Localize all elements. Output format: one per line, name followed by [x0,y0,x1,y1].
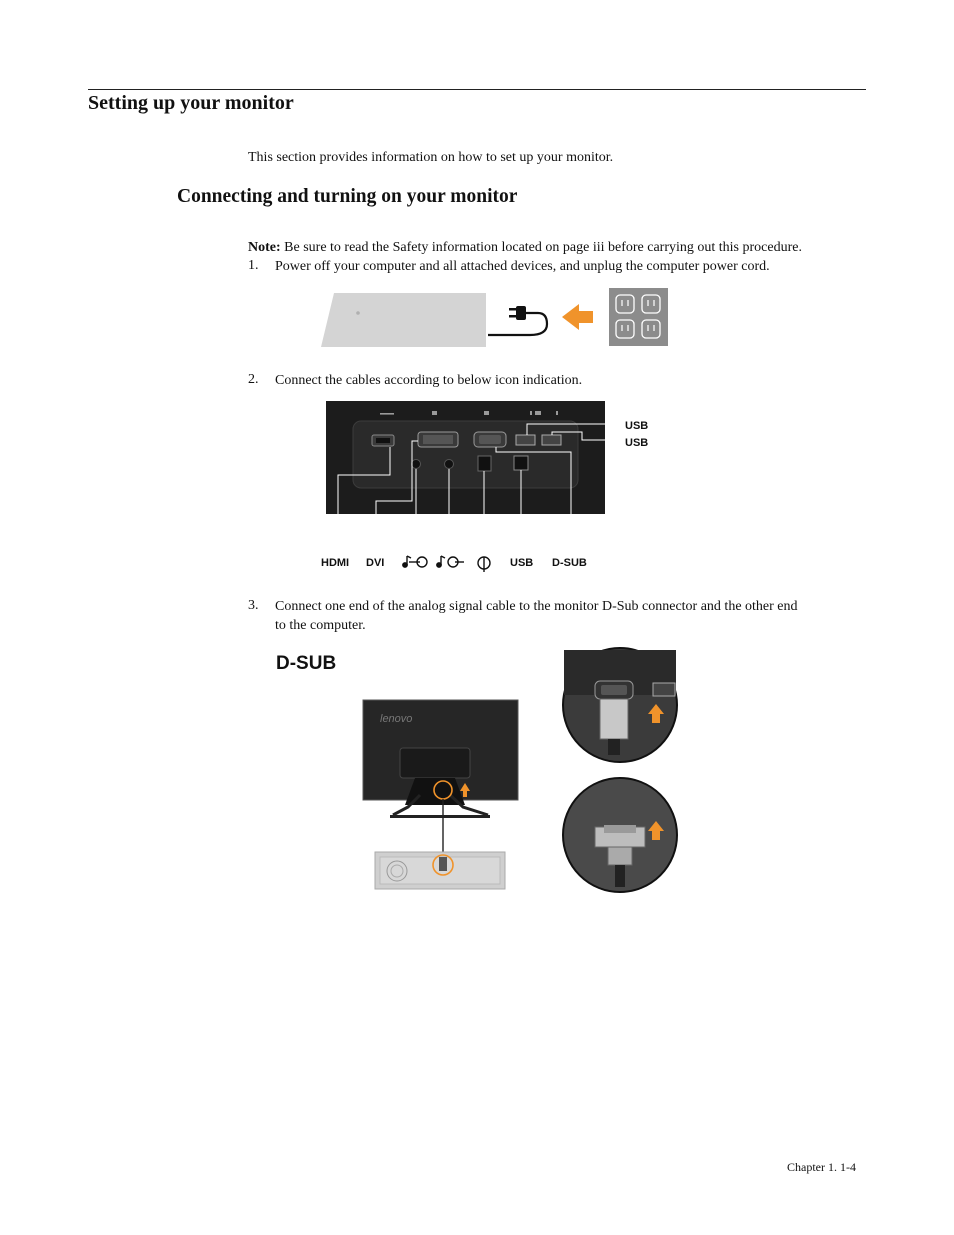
usb-upstream-port [514,456,528,470]
power-jack [478,456,491,471]
step-2-number: 2. [248,372,259,387]
step-3-line-2: to the computer. [275,618,366,633]
usb-label-2: USB [625,437,649,449]
dvi-label: DVI [366,557,385,569]
note-label: Note: [248,240,281,255]
dsub-heading: D-SUB [276,653,337,674]
step-1-text: Power off your computer and all attached devices, and unplug the computer power cord. [275,259,770,274]
computer-illustration [321,293,486,347]
zoom-circle-connector-plugged [563,648,677,762]
usb-bottom-label: USB [510,557,534,569]
header-rule [88,89,866,90]
step-1-number: 1. [248,258,259,273]
intro-text: This section provides information on how to set up your monitor. [248,150,614,165]
zoom-circle-connector-plug [563,778,677,892]
page-footer: Chapter 1. 1-4 [787,1160,856,1174]
vga-port [474,432,506,447]
computer-back-illustration [375,852,505,889]
note-paragraph [248,238,802,257]
audio-out-jack [445,460,454,469]
power-input-icon [478,557,490,572]
step-3-number: 3. [248,598,259,613]
hdmi-port [372,435,394,446]
arrow-left-icon [562,304,593,330]
figure-connector-panel [320,400,660,575]
power-plug-icon [488,306,547,335]
step-3-line-1: Connect one end of the analog signal cable to the monitor D-Sub connector and the other end [275,599,798,614]
step-2-text: Connect the cables according to below icon indication. [275,373,583,388]
usb-label-1: USB [625,420,649,432]
audio-out-icon [437,556,464,567]
dvi-port [418,432,458,447]
wall-outlet-icon [609,288,668,346]
audio-in-icon [403,556,427,567]
note-text: Be sure to read the Safety information located on page iii before carrying out this procedure. [284,240,802,255]
section-title: Setting up your monitor [88,92,294,114]
lenovo-logo: lenovo [380,713,413,725]
monitor-back-illustration [363,700,518,855]
figure-dsub-connection [270,645,690,895]
hdmi-label: HDMI [321,557,350,569]
subsection-title: Connecting and turning on your monitor [177,186,518,207]
audio-in-jack [412,460,421,469]
dsub-label: D-SUB [552,557,587,569]
figure-unplug-power [320,287,670,349]
